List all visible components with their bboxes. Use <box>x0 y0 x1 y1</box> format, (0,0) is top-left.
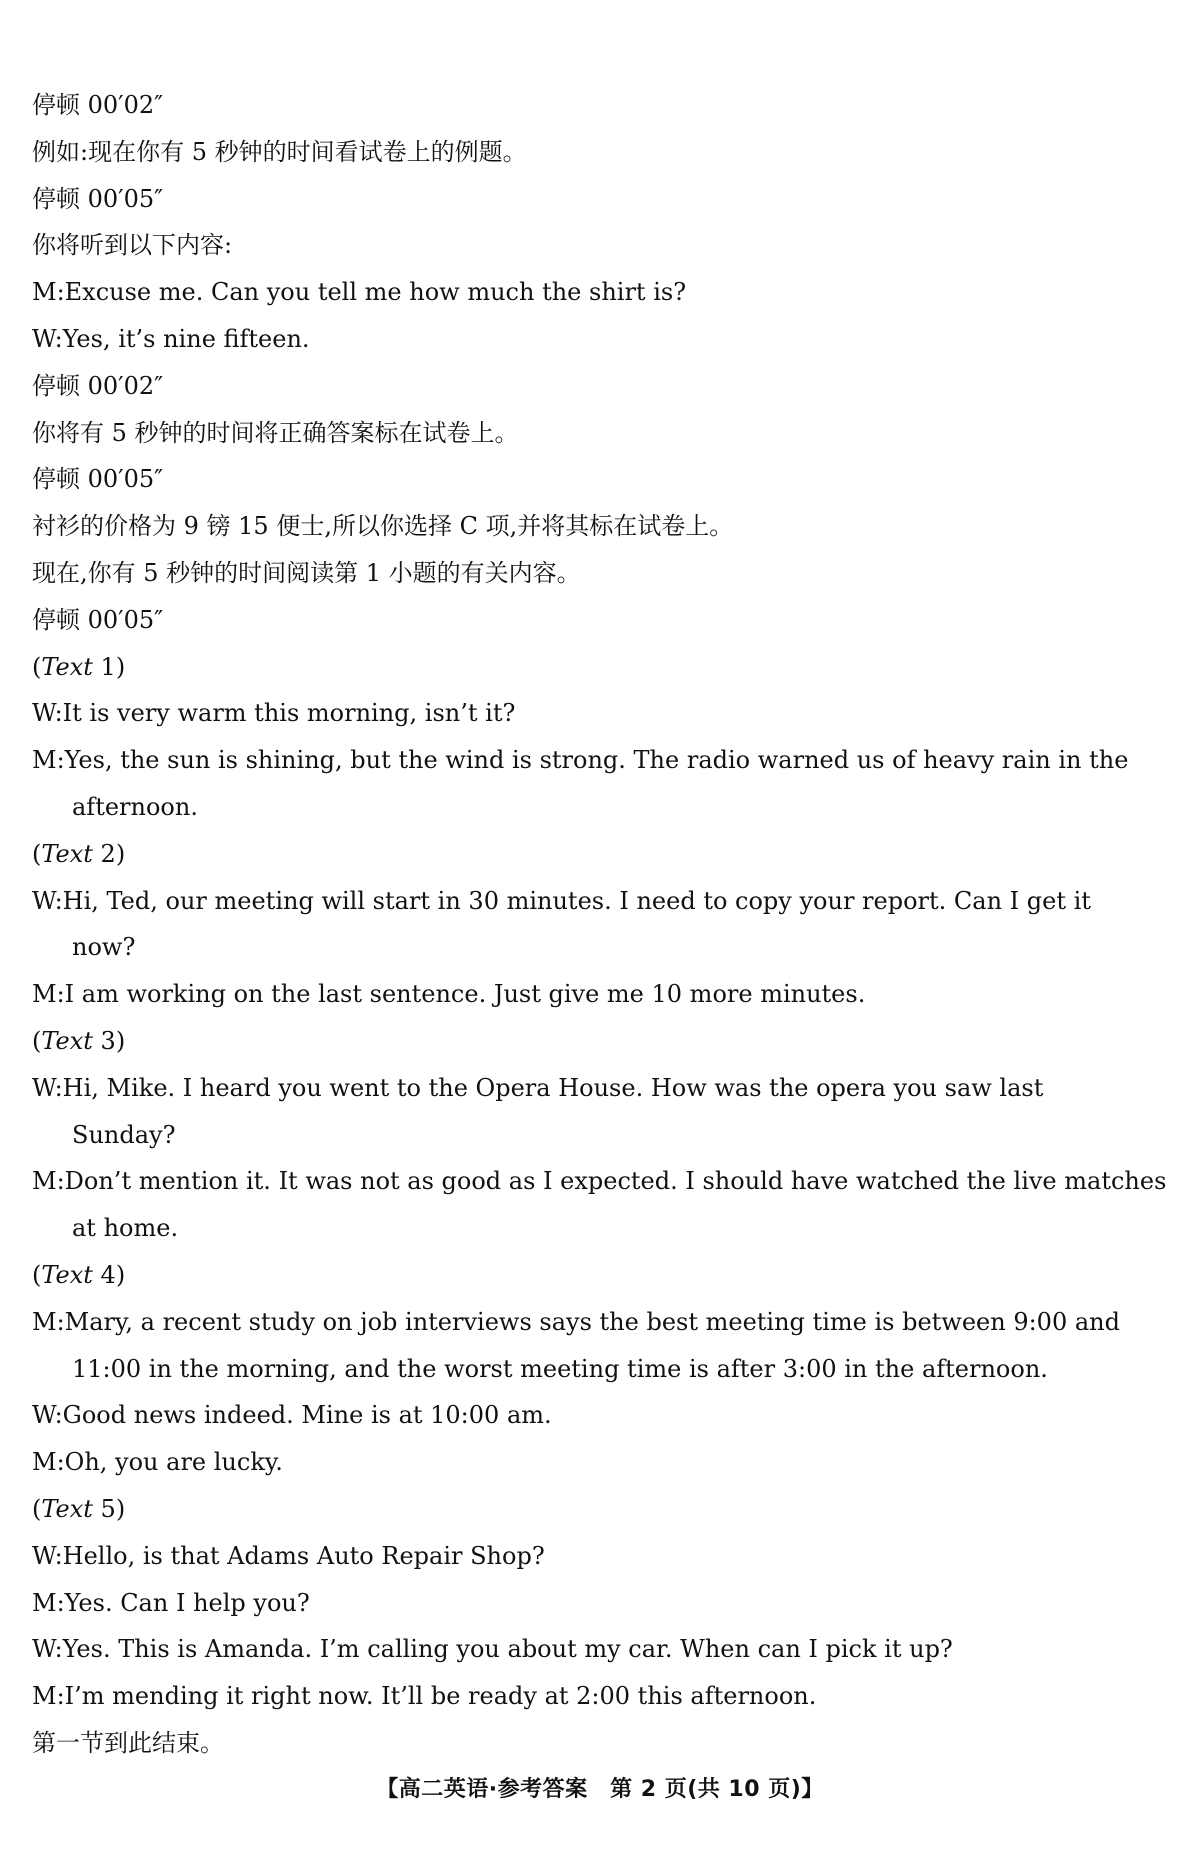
dialogue-line-continuation: at home. <box>72 1214 179 1243</box>
pause-line: 停顿 00′02″ <box>32 91 164 119</box>
pause-line: 停顿 00′05″ <box>32 184 164 213</box>
text-label: (Text 3) <box>32 1026 126 1055</box>
dialogue-line: W:It is very warm this morning, isn’t it? <box>32 699 516 728</box>
dialogue-line: M:I am working on the last sentence. Just give me 10 more minutes. <box>32 980 866 1009</box>
dialogue-line-continuation: afternoon. <box>72 792 198 821</box>
text-label-number: 5 <box>100 1494 116 1523</box>
dialogue-line: M:Oh, you are lucky. <box>32 1448 283 1477</box>
dialogue-line-continuation: Sunday? <box>72 1120 176 1149</box>
dialogue-line: W:Hi, Ted, our meeting will start in 30 minutes. I need to copy your report. Can I get it <box>32 886 1091 915</box>
text-label: (Text 4) <box>32 1260 126 1289</box>
pause-line: 停顿 00′02″ <box>32 371 164 400</box>
text-label-word: Text <box>41 1494 93 1523</box>
text-label-number: 2 <box>100 839 116 868</box>
answer-explanation: 衬衫的价格为 9 镑 15 便士,所以你选择 C 项,并将其标在试卷上。 <box>32 512 734 541</box>
text-label-number: 3 <box>100 1026 116 1055</box>
dialogue-line: W:Good news indeed. Mine is at 10:00 am. <box>32 1401 552 1430</box>
example-instruction: 例如:现在你有 5 秒钟的时间看试卷上的例题。 <box>32 137 527 166</box>
text-label: (Text 1) <box>32 652 126 681</box>
dialogue-line: M:Yes, the sun is shining, but the wind is strong. The radio warned us of heavy rain in the <box>32 746 1129 775</box>
will-hear-instruction: 你将听到以下内容: <box>32 231 233 260</box>
dialogue-line: W:Yes. This is Amanda. I’m calling you about my car. When can I pick it up? <box>32 1635 953 1664</box>
dialogue-line: W:Hi, Mike. I heard you went to the Opera House. How was the opera you saw last <box>32 1073 1044 1102</box>
mark-answer-instruction: 你将有 5 秒钟的时间将正确答案标在试卷上。 <box>32 418 519 447</box>
pause-line: 停顿 00′05″ <box>32 605 164 634</box>
dialogue-line: M:Yes. Can I help you? <box>32 1588 310 1617</box>
document-body <box>32 82 1172 1767</box>
text-label-word: Text <box>41 652 93 681</box>
text-label: (Text 2) <box>32 839 126 868</box>
dialogue-texts <box>32 644 1172 1720</box>
dialogue-line: M:Don’t mention it. It was not as good as I expected. I should have watched the live matches <box>32 1167 1167 1196</box>
text-label-word: Text <box>41 1026 93 1055</box>
dialogue-line-continuation: now? <box>72 933 136 962</box>
pause-line: 停顿 00′05″ <box>32 465 164 494</box>
page-footer: 【高二英语·参考答案 第 2 页(共 10 页)】 <box>376 1777 824 1802</box>
text-label: (Text 5) <box>32 1494 126 1523</box>
dialogue-line: M:I’m mending it right now. It’ll be ready at 2:00 this afternoon. <box>32 1682 817 1711</box>
dialogue-line: W:Hello, is that Adams Auto Repair Shop? <box>32 1541 545 1570</box>
dialogue-line-continuation: 11:00 in the morning, and the worst meeting time is after 3:00 in the afternoon. <box>72 1354 1048 1383</box>
dialogue-line: M:Mary, a recent study on job interviews says the best meeting time is between 9:00 and <box>32 1307 1120 1336</box>
text-label-number: 1 <box>100 652 116 681</box>
text-label-number: 4 <box>100 1260 116 1289</box>
section-end: 第一节到此结束。 <box>32 1728 224 1757</box>
dialogue-line: M:Excuse me. Can you tell me how much the shirt is? <box>32 278 687 307</box>
dialogue-line: W:Yes, it’s nine fifteen. <box>32 324 310 353</box>
text-label-word: Text <box>41 839 93 868</box>
text-label-word: Text <box>41 1260 93 1289</box>
read-instruction: 现在,你有 5 秒钟的时间阅读第 1 小题的有关内容。 <box>32 558 581 587</box>
